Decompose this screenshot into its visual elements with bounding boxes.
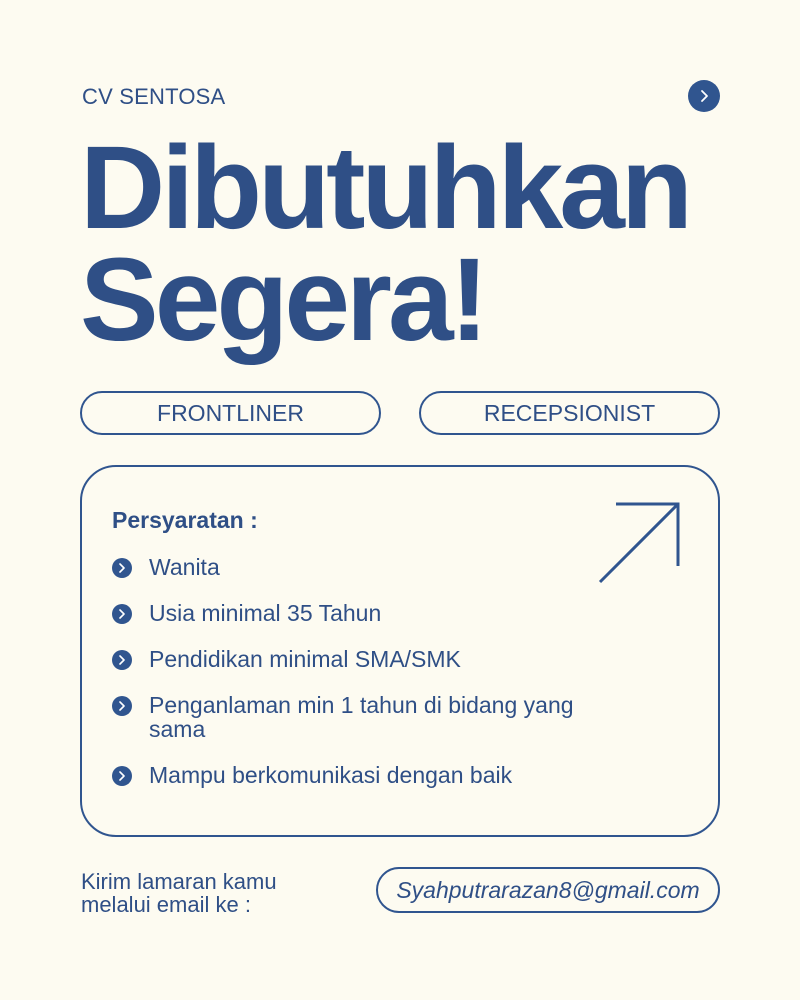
headline xyxy=(80,122,689,366)
company-name: CV SENTOSA xyxy=(82,84,226,109)
bullet-chevron-icon xyxy=(112,766,132,786)
bullet-chevron-icon xyxy=(112,650,132,670)
requirement-item xyxy=(112,601,599,625)
position-recepsionist: RECEPSIONIST xyxy=(419,391,720,435)
requirement-item xyxy=(112,555,599,579)
requirement-text: Wanita xyxy=(149,554,220,580)
bullet-chevron-icon xyxy=(112,696,132,716)
footer-line-2: melalui email ke : xyxy=(81,892,251,917)
requirement-text: Mampu berkomunikasi dengan baik xyxy=(149,762,513,788)
requirement-item xyxy=(112,763,599,787)
bullet-chevron-icon xyxy=(112,604,132,624)
headline-line-2: Segera! xyxy=(80,234,485,366)
footer-line-1: Kirim lamaran kamu xyxy=(81,869,277,894)
requirement-item xyxy=(112,693,599,741)
position-frontliner: FRONTLINER xyxy=(80,391,381,435)
requirements-title: Persyaratan : xyxy=(112,507,258,533)
requirement-item xyxy=(112,647,599,671)
chevron-right-icon xyxy=(697,89,711,103)
email-link[interactable]: Syahputrarazan8@gmail.com xyxy=(376,867,720,913)
bullet-chevron-icon xyxy=(112,558,132,578)
next-button[interactable] xyxy=(688,80,720,112)
requirement-text: Pendidikan minimal SMA/SMK xyxy=(149,646,461,672)
arrow-up-right-icon xyxy=(596,500,682,586)
requirement-text: Penganlaman min 1 tahun di bidang yang sama xyxy=(149,692,574,742)
requirement-text: Usia minimal 35 Tahun xyxy=(149,600,382,626)
headline-line-1: Dibutuhkan xyxy=(80,122,689,254)
footer-instruction xyxy=(81,870,341,916)
